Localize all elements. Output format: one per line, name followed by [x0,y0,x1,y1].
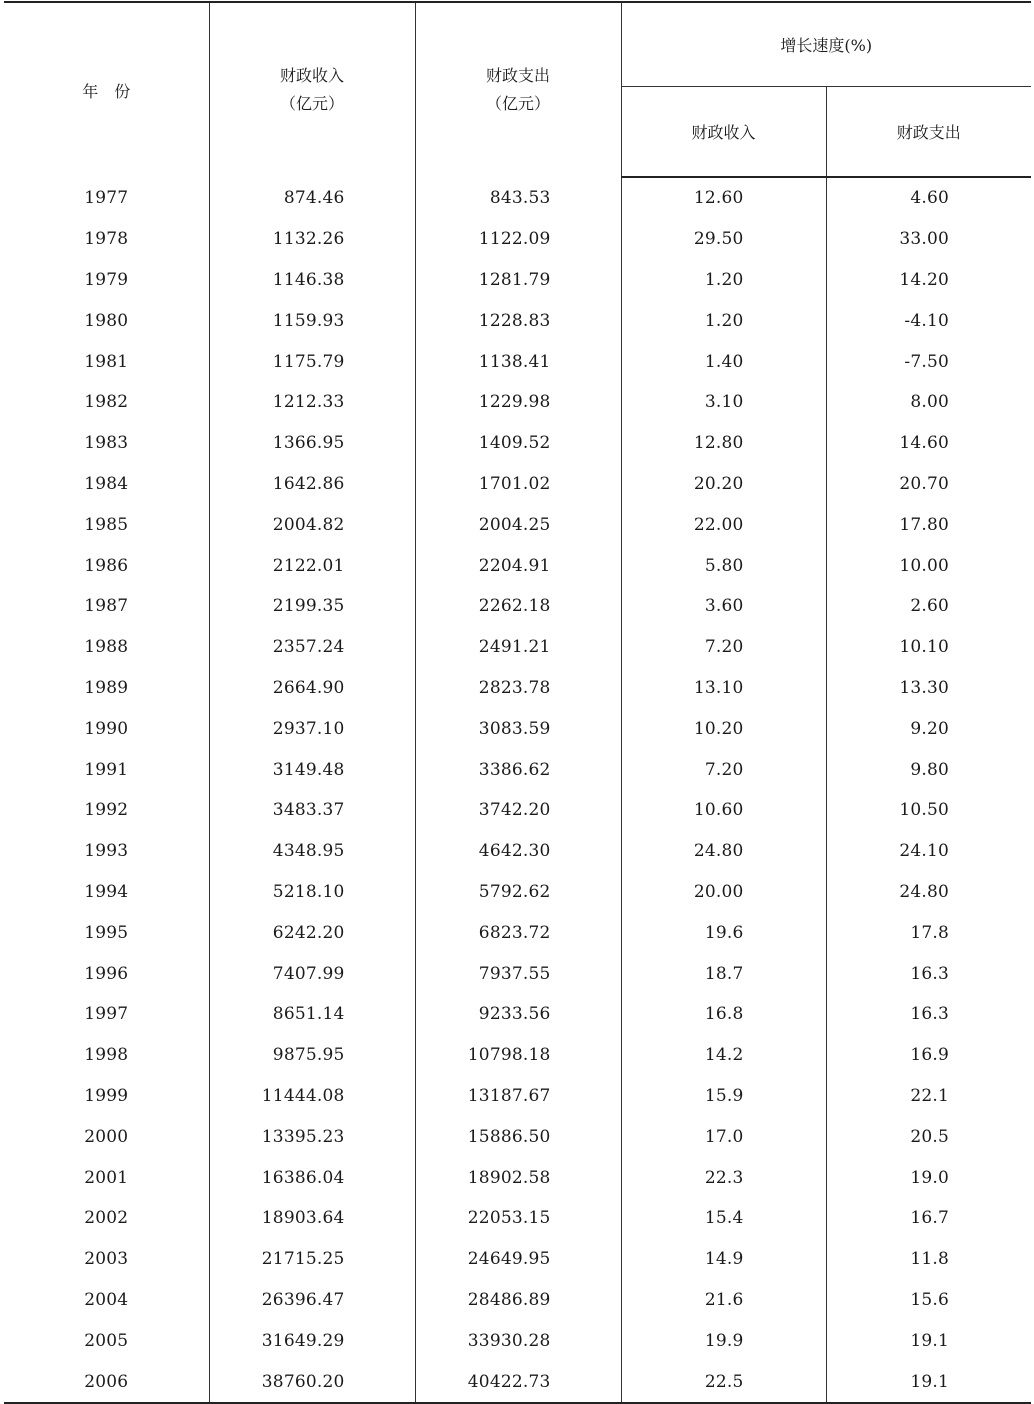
cell-growth-revenue: 17.0 [621,1116,826,1157]
table-row [4,1361,1031,1403]
cell-growth-revenue: 16.8 [621,994,826,1035]
table-body [4,177,1031,1403]
cell-year: 1983 [84,433,129,454]
cell-expenditure: 10798.18 [415,1035,621,1076]
cell-expenditure: 18902.58 [415,1157,621,1198]
cell-growth-revenue: 14.2 [621,1035,826,1076]
cell-growth-revenue: 22.00 [621,504,826,545]
cell-year: 1995 [84,922,129,943]
cell-growth-revenue: 7.20 [621,627,826,668]
cell-growth-expenditure: 14.20 [826,260,1031,301]
cell-growth-expenditure: 10.00 [826,545,1031,586]
fiscal-table [4,1,1031,1404]
cell-year: 1991 [84,759,129,780]
cell-growth-revenue: 19.9 [621,1320,826,1361]
table-row [4,219,1031,260]
header-growth-group-label: 增长速度(%) [780,36,873,55]
cell-growth-expenditure: 17.80 [826,504,1031,545]
table-row [4,872,1031,913]
cell-expenditure: 1138.41 [415,341,621,382]
cell-expenditure: 843.53 [415,177,621,219]
cell-growth-expenditure: 22.1 [826,1076,1031,1117]
cell-growth-expenditure: 16.3 [826,994,1031,1035]
table-row [4,831,1031,872]
cell-growth-revenue: 20.00 [621,872,826,913]
cell-growth-revenue: 12.60 [621,177,826,219]
cell-expenditure: 2262.18 [415,586,621,627]
cell-revenue: 11444.08 [209,1076,415,1117]
cell-growth-revenue: 1.20 [621,300,826,341]
cell-year: 1982 [84,392,129,413]
cell-revenue: 31649.29 [209,1320,415,1361]
cell-year: 2006 [4,1361,209,1403]
table-row [4,177,1031,219]
cell-growth-revenue: 3.10 [621,382,826,423]
cell-growth-revenue: 1.40 [621,341,826,382]
cell-expenditure: 2491.21 [415,627,621,668]
cell-year: 1996 [84,963,129,984]
header-expenditure-unit: （亿元） [485,94,550,113]
cell-expenditure: 33930.28 [415,1320,621,1361]
cell-expenditure: 1701.02 [415,464,621,505]
cell-growth-expenditure: 24.80 [826,872,1031,913]
cell-year: 2002 [84,1208,129,1229]
cell-revenue: 38760.20 [209,1361,415,1403]
cell-growth-revenue: 13.10 [621,668,826,709]
cell-growth-expenditure: 11.8 [826,1239,1031,1280]
header-year-label: 年 份 [82,81,131,101]
cell-growth-revenue: 21.6 [621,1280,826,1321]
cell-growth-revenue: 3.60 [621,586,826,627]
cell-growth-revenue: 14.9 [621,1239,826,1280]
table-row [4,382,1031,423]
cell-year: 1999 [84,1085,129,1106]
cell-year: 1988 [84,637,129,658]
cell-expenditure: 1229.98 [415,382,621,423]
cell-growth-expenditure: 19.1 [826,1361,1031,1403]
cell-growth-expenditure: 4.60 [826,177,1031,219]
header-growth-expenditure [826,87,1031,178]
cell-year: 1993 [84,841,129,862]
cell-year: 1978 [84,229,129,250]
cell-year: 1984 [84,473,129,494]
header-growth-revenue [621,87,826,178]
cell-growth-revenue: 15.4 [621,1198,826,1239]
cell-growth-expenditure: 20.70 [826,464,1031,505]
cell-revenue: 6242.20 [209,912,415,953]
cell-growth-revenue: 10.20 [621,708,826,749]
cell-growth-expenditure: 9.80 [826,749,1031,790]
table-row [4,994,1031,1035]
cell-growth-revenue: 10.60 [621,790,826,831]
cell-revenue: 5218.10 [209,872,415,913]
cell-growth-revenue: 5.80 [621,545,826,586]
cell-revenue: 1366.95 [209,423,415,464]
cell-growth-revenue: 18.7 [621,953,826,994]
cell-growth-expenditure: 9.20 [826,708,1031,749]
cell-year: 1979 [84,269,129,290]
cell-growth-expenditure: -4.10 [826,300,1031,341]
cell-revenue: 1132.26 [209,219,415,260]
cell-revenue: 2357.24 [209,627,415,668]
cell-expenditure: 2204.91 [415,545,621,586]
table-row [4,300,1031,341]
header-expenditure [415,2,621,177]
cell-expenditure: 13187.67 [415,1076,621,1117]
cell-expenditure: 28486.89 [415,1280,621,1321]
cell-growth-expenditure: 16.7 [826,1198,1031,1239]
cell-growth-expenditure: 14.60 [826,423,1031,464]
cell-growth-expenditure: 13.30 [826,668,1031,709]
table-row [4,668,1031,709]
cell-expenditure: 6823.72 [415,912,621,953]
table-row [4,341,1031,382]
cell-growth-expenditure: 16.3 [826,953,1031,994]
cell-growth-expenditure: 24.10 [826,831,1031,872]
cell-revenue: 2664.90 [209,668,415,709]
cell-growth-revenue: 19.6 [621,912,826,953]
cell-year: 2000 [84,1126,129,1147]
table-row [4,1157,1031,1198]
header-expenditure-label: 财政支出 [485,66,550,85]
cell-revenue: 16386.04 [209,1157,415,1198]
cell-expenditure: 3386.62 [415,749,621,790]
cell-revenue: 4348.95 [209,831,415,872]
cell-revenue: 2937.10 [209,708,415,749]
cell-revenue: 7407.99 [209,953,415,994]
table-row [4,953,1031,994]
cell-growth-expenditure: 16.9 [826,1035,1031,1076]
cell-revenue: 18903.64 [209,1198,415,1239]
cell-growth-expenditure: 10.10 [826,627,1031,668]
cell-growth-expenditure: -7.50 [826,341,1031,382]
cell-growth-revenue: 20.20 [621,464,826,505]
cell-growth-revenue: 7.20 [621,749,826,790]
table-row [4,1076,1031,1117]
cell-expenditure: 40422.73 [415,1361,621,1403]
cell-year: 1987 [84,596,129,617]
cell-year: 1997 [84,1004,129,1025]
table-row [4,464,1031,505]
cell-revenue: 2122.01 [209,545,415,586]
cell-expenditure: 15886.50 [415,1116,621,1157]
cell-revenue: 26396.47 [209,1280,415,1321]
cell-expenditure: 1122.09 [415,219,621,260]
cell-year: 1994 [84,881,129,902]
cell-revenue: 1212.33 [209,382,415,423]
cell-expenditure: 2004.25 [415,504,621,545]
cell-growth-revenue: 22.3 [621,1157,826,1198]
cell-revenue: 21715.25 [209,1239,415,1280]
cell-growth-revenue: 29.50 [621,219,826,260]
cell-revenue: 2199.35 [209,586,415,627]
cell-year: 1981 [84,351,129,372]
cell-year: 1989 [84,677,129,698]
table-row [4,627,1031,668]
cell-expenditure: 7937.55 [415,953,621,994]
cell-revenue: 1146.38 [209,260,415,301]
cell-revenue: 1175.79 [209,341,415,382]
cell-year: 1986 [84,555,129,576]
cell-revenue: 874.46 [209,177,415,219]
cell-growth-expenditure: 15.6 [826,1280,1031,1321]
cell-expenditure: 4642.30 [415,831,621,872]
header-year [4,2,209,177]
cell-revenue: 2004.82 [209,504,415,545]
cell-year: 2003 [84,1249,129,1270]
cell-revenue: 1642.86 [209,464,415,505]
cell-expenditure: 1228.83 [415,300,621,341]
table-row [4,586,1031,627]
cell-year: 1990 [84,718,129,739]
cell-growth-expenditure: 2.60 [826,586,1031,627]
cell-growth-expenditure: 20.5 [826,1116,1031,1157]
table-row [4,1239,1031,1280]
header-revenue-label: 财政收入 [279,66,344,85]
cell-expenditure: 2823.78 [415,668,621,709]
cell-growth-revenue: 22.5 [621,1361,826,1403]
table-row [4,1280,1031,1321]
table-row [4,1198,1031,1239]
cell-growth-expenditure: 33.00 [826,219,1031,260]
table-header [4,2,1031,177]
table-row [4,504,1031,545]
cell-growth-revenue: 24.80 [621,831,826,872]
table-row [4,790,1031,831]
cell-expenditure: 3742.20 [415,790,621,831]
header-revenue [209,2,415,177]
cell-revenue: 13395.23 [209,1116,415,1157]
table-row [4,423,1031,464]
cell-expenditure: 1409.52 [415,423,621,464]
cell-revenue: 3149.48 [209,749,415,790]
cell-year: 2005 [84,1330,129,1351]
cell-growth-expenditure: 19.1 [826,1320,1031,1361]
cell-year: 1985 [84,514,129,535]
cell-growth-revenue: 15.9 [621,1076,826,1117]
header-growth-revenue-label: 财政收入 [691,123,756,142]
cell-expenditure: 9233.56 [415,994,621,1035]
cell-expenditure: 22053.15 [415,1198,621,1239]
cell-year: 1977 [84,187,129,208]
cell-year: 1998 [84,1045,129,1066]
cell-revenue: 9875.95 [209,1035,415,1076]
cell-year: 2004 [84,1289,129,1310]
cell-growth-expenditure: 10.50 [826,790,1031,831]
table-row [4,260,1031,301]
cell-revenue: 8651.14 [209,994,415,1035]
cell-growth-revenue: 1.20 [621,260,826,301]
cell-year: 1980 [84,310,129,331]
cell-expenditure: 24649.95 [415,1239,621,1280]
cell-expenditure: 3083.59 [415,708,621,749]
cell-revenue: 3483.37 [209,790,415,831]
cell-year: 2001 [84,1167,129,1188]
cell-expenditure: 5792.62 [415,872,621,913]
cell-revenue: 1159.93 [209,300,415,341]
cell-year: 1992 [84,800,129,821]
cell-growth-revenue: 12.80 [621,423,826,464]
cell-growth-expenditure: 17.8 [826,912,1031,953]
cell-growth-expenditure: 19.0 [826,1157,1031,1198]
table-row [4,1320,1031,1361]
table-row [4,708,1031,749]
table-row [4,1116,1031,1157]
header-growth-expenditure-label: 财政支出 [896,123,961,142]
table-row [4,912,1031,953]
header-revenue-unit: （亿元） [279,94,344,113]
table-row [4,1035,1031,1076]
header-growth-group [621,2,1031,87]
table-row [4,545,1031,586]
cell-growth-expenditure: 8.00 [826,382,1031,423]
table-row [4,749,1031,790]
cell-expenditure: 1281.79 [415,260,621,301]
